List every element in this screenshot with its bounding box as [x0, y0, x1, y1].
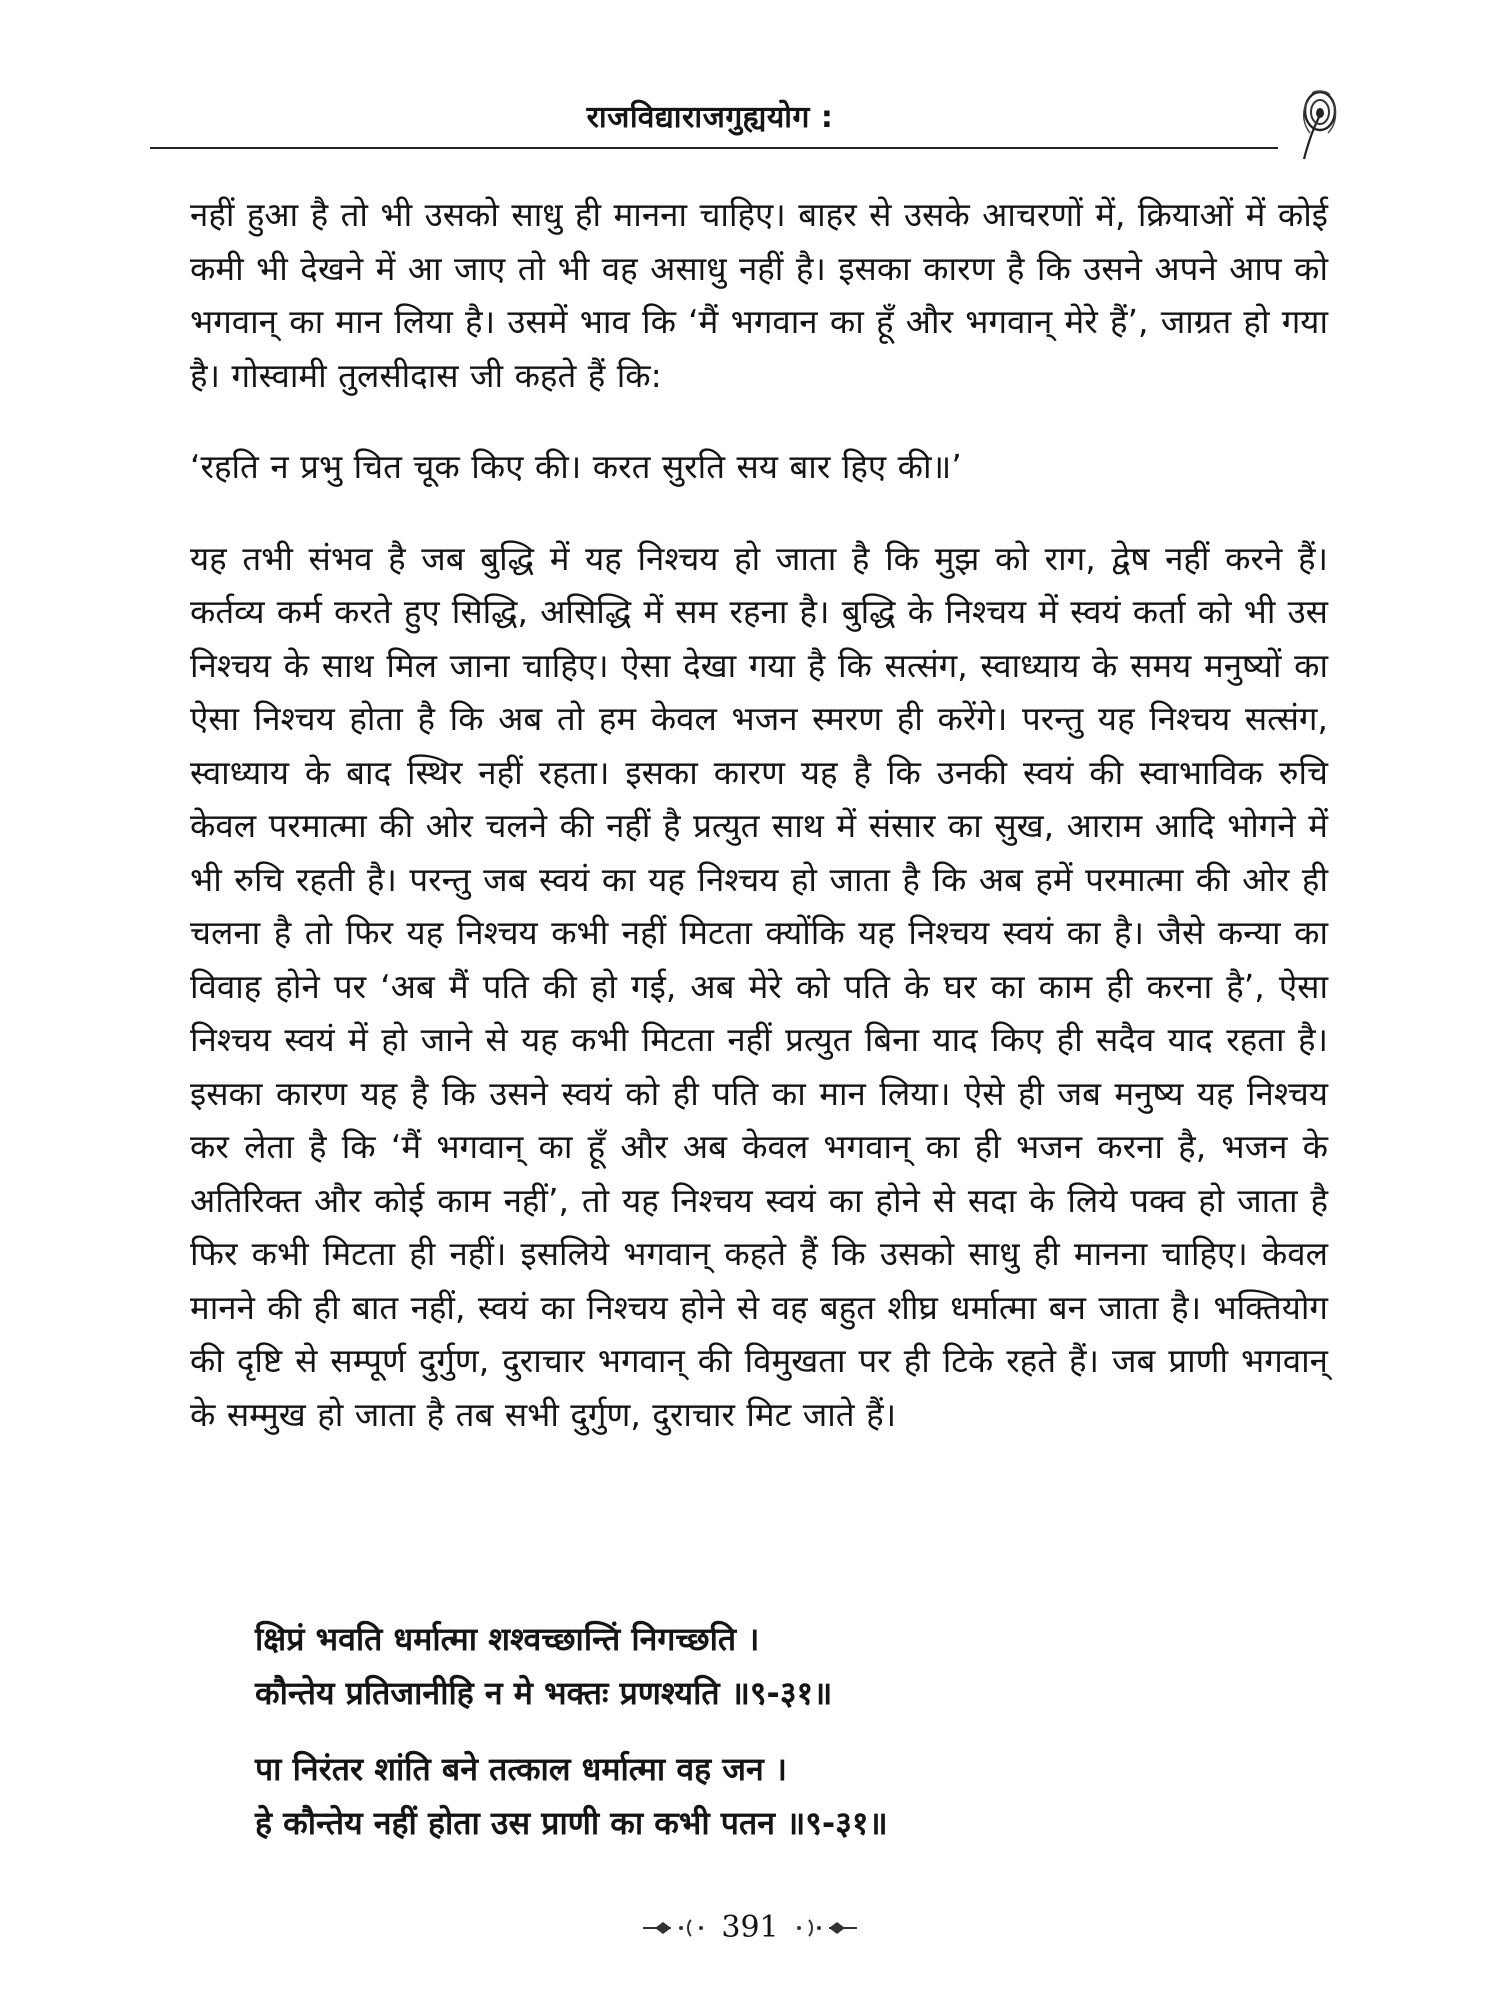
header-rule [150, 147, 1278, 149]
chapter-title: राजविद्याराजगुह्ययोग : [586, 100, 834, 135]
left-flourish-icon [641, 1918, 709, 1938]
page-number: 391 [721, 1910, 779, 1945]
hindi-verse-line-2: हे कौन्तेय नहीं होता उस प्राणी का कभी पतन ॥९-३१॥ [255, 1804, 888, 1842]
paragraph-2: यह तभी संभव है जब बुद्धि में यह निश्चय हो जाता है कि मुझ को राग, द्वेष नहीं करने हैं। कर्तव्य कर्म करते हुए सिद्धि, असिद्धि में सम रहना है। बुद्धि के निश्चय में स्वयं कर्ता को भी उस निश्चय के साथ मिल जाना चाहिए। ऐसा देखा गया है कि सत्संग, स्वाध्याय के समय मनुष्यों का ऐसा निश्चय होता है कि अब तो हम केवल भजन स्मरण ही करेंगे। परन्तु यह निश्चय सत्संग, स्वाध्याय के बाद स्थिर नहीं रहता। इसका कारण यह है कि उनकी स्वयं की स्वाभाविक रुचि केवल परमात्मा की ओर चलने की नहीं है प्रत्युत साथ में संसार का सुख, आराम आदि भोगने में भी रुचि रहती है। परन्तु जब स्वयं का यह निश्चय हो जाता है कि अब हमें परमात्मा की ओर ही चलना है तो फिर यह निश्चय कभी नहीं मिटता क्योंकि यह निश्चय स्वयं का है। जैसे कन्या का विवाह होने पर ‘अब मैं पति की हो गई, अब मेरे को पति के घर का काम ही करना है’, ऐसा निश्चय स्वयं में हो जाने से यह कभी मिटता नहीं प्रत्युत बिना याद किए ही सदैव याद रहता है। इसका कारण यह है कि उसने स्वयं को ही पति का मान लिया। ऐसे ही जब मनुष्य यह निश्चय कर लेता है कि ‘मैं भगवान् का हूँ और अब केवल भगवान् का ही भजन करना है, भजन के अतिरिक्त और कोई काम नहीं’, तो यह निश्चय स्वयं का होने से सदा के लिये पक्व हो जाता है फिर कभी मिटता ही नहीं। इसलिये भगवान् कहते हैं कि उसको साधु ही मानना चाहिए। केवल मानने की ही बात नहीं, स्वयं का निश्चय होने से वह बहुत शीघ्र धर्मात्मा बन जाता है। भक्तियोग की दृष्टि से सम्पूर्ण दुर्गुण, दुराचार भगवान् की विमुखता पर ही टिके रहते हैं। जब प्राणी भगवान् के सम्मुख हो जाता है तब सभी दुर्गुण, दुराचार मिट जाते हैं। [190, 538, 1328, 1434]
right-flourish-icon [791, 1918, 859, 1938]
hindi-verse-line-1: पा निरंतर शांति बने तत्काल धर्मात्मा वह जन । [255, 1750, 788, 1788]
peacock-feather-icon [1282, 89, 1340, 161]
tulsidas-quote: ‘रहति न प्रभु चित चूक किए की। करत सुरति सय बार हिए की॥’ [190, 447, 962, 486]
running-header [150, 95, 1340, 155]
main-text [190, 188, 1328, 1441]
paragraph-1: नहीं हुआ है तो भी उसको साधु ही मानना चाहिए। बाहर से उसके आचरणों में, क्रियाओं में कोई कमी भी देखने में आ जाए तो भी वह असाधु नहीं है। इसका कारण है कि उसने अपने आप को भगवान् का मान लिया है। उसमें भाव कि ‘मैं भगवान का हूँ और भगवान् मेरे हैं’, जाग्रत हो गया है। गोस्वामी तुलसीदास जी कहते हैं कि: [190, 195, 1328, 395]
page-footer [0, 1910, 1500, 1950]
gita-verse-block [255, 1612, 1305, 1850]
sanskrit-verse-line-1: क्षिप्रं भवति धर्मात्मा शश्वच्छान्तिं निगच्छति । [255, 1620, 760, 1658]
sanskrit-verse-line-2: कौन्तेय प्रतिजानीहि न मे भक्तः प्रणश्यति ॥९-३१॥ [255, 1674, 833, 1712]
